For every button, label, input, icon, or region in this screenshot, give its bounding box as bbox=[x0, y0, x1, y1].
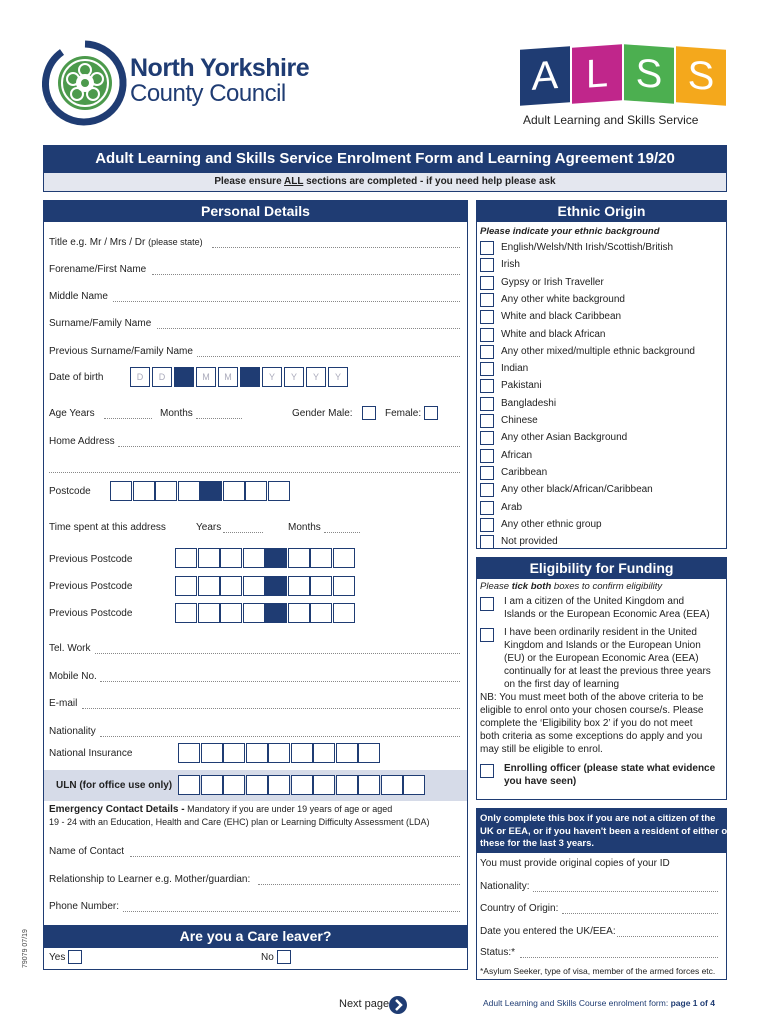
nycc-name-line2: County Council bbox=[130, 80, 286, 107]
ethnic-option-label: Arab bbox=[501, 501, 523, 513]
ethnic-option-checkbox[interactable] bbox=[480, 449, 494, 463]
gender-male-checkbox[interactable] bbox=[362, 406, 376, 420]
previous-postcode-separator bbox=[265, 603, 287, 623]
previous-postcode-cell[interactable] bbox=[333, 603, 355, 623]
time-months-label: Months bbox=[288, 522, 321, 533]
care-yes-label: Yes bbox=[49, 952, 66, 963]
postcode-separator bbox=[200, 481, 222, 501]
must-provide-id: You must provide original copies of your ID bbox=[480, 858, 670, 869]
ethnic-option-checkbox[interactable] bbox=[480, 535, 494, 549]
ni-cell[interactable] bbox=[246, 743, 268, 763]
uln-cell[interactable] bbox=[178, 775, 200, 795]
previous-postcode-separator bbox=[265, 576, 287, 596]
emergency-contact-text: Emergency Contact Details - Mandatory if you are under 19 years of age or aged bbox=[49, 804, 393, 815]
nonuk-head-line: UK or EEA, or if you haven't been a resident of either of bbox=[480, 825, 731, 837]
alss-letter-s2: S bbox=[676, 46, 726, 105]
next-page-icon[interactable] bbox=[389, 996, 407, 1014]
care-no-checkbox[interactable] bbox=[277, 950, 291, 964]
ethnic-option-checkbox[interactable] bbox=[480, 276, 494, 290]
citizen-text-2: Islands or the European Economic Area (EEA) bbox=[504, 609, 710, 620]
opt2-lines-line: I have been ordinarily resident in the United bbox=[504, 627, 697, 638]
ethnic-option-label: Any other Asian Background bbox=[501, 432, 628, 444]
status-field[interactable] bbox=[520, 957, 718, 958]
previous-postcode-cell[interactable] bbox=[198, 548, 220, 568]
previous-postcode-label: Previous Postcode bbox=[49, 554, 133, 565]
ni-cell[interactable] bbox=[178, 743, 200, 763]
uln-cell[interactable] bbox=[246, 775, 268, 795]
ethnic-option-label: Chinese bbox=[501, 415, 538, 426]
ethnic-option-checkbox[interactable] bbox=[480, 501, 494, 515]
time-years-label: Years bbox=[196, 522, 222, 533]
form-code: 79079 07/19 bbox=[22, 929, 29, 968]
tel-work-field[interactable] bbox=[95, 653, 460, 654]
previous-postcode-cell[interactable] bbox=[310, 603, 332, 623]
nb-lines-line: NB: You must meet both of the above criteria to be bbox=[480, 692, 704, 703]
dob-separator bbox=[174, 367, 194, 387]
mobile-label: Mobile No. bbox=[49, 671, 97, 682]
ethnic-option-label: English/Welsh/Nth Irish/Scottish/British bbox=[501, 242, 674, 253]
uln-cell[interactable] bbox=[313, 775, 335, 795]
nb-lines-line: may still be eligible to enrol. bbox=[480, 744, 603, 755]
officer-checkbox[interactable] bbox=[480, 764, 494, 778]
dob-label: Date of birth bbox=[49, 372, 104, 383]
previous-postcode-cell[interactable] bbox=[198, 603, 220, 623]
status-footnote: *Asylum Seeker, type of visa, member of the armed forces etc. bbox=[480, 966, 716, 976]
postcode-cell[interactable] bbox=[223, 481, 245, 501]
nycc-logo bbox=[42, 40, 352, 125]
previous-postcode-cell[interactable] bbox=[288, 576, 310, 596]
emergency-contact-text-2: 19 - 24 with an Education, Health and Care (EHC) plan or Learning Difficulty Assessment (LDA) bbox=[49, 817, 430, 827]
alss-tagline: Adult Learning and Skills Service bbox=[523, 113, 699, 127]
ethnic-option-checkbox[interactable] bbox=[480, 414, 494, 428]
ethnic-option-checkbox[interactable] bbox=[480, 241, 494, 255]
ethnic-origin-heading: Ethnic Origin bbox=[476, 200, 727, 222]
previous-postcode-label: Previous Postcode bbox=[49, 581, 133, 592]
home-address-field-line2[interactable] bbox=[49, 472, 460, 473]
ethnic-option-label: White and black Caribbean bbox=[501, 311, 622, 323]
ethnic-option-checkbox[interactable] bbox=[480, 345, 494, 359]
uln-cell[interactable] bbox=[268, 775, 290, 795]
form-subtitle: Please ensure ALL sections are completed - if you need help please ask bbox=[43, 172, 727, 192]
previous-postcode-cell[interactable] bbox=[243, 548, 265, 568]
time-at-address-label: Time spent at this address bbox=[49, 522, 166, 533]
ethnic-option-label: Bangladeshi bbox=[501, 397, 557, 409]
nonuk-head-line: Only complete this box if you are not a citizen of the bbox=[480, 813, 716, 824]
nb-lines-line: complete the ‘Eligibility box 2’ if you do not meet bbox=[480, 718, 693, 729]
opt2-lines-line: (EU) or the European Economic Area (EEA) bbox=[504, 653, 699, 664]
alss-logo bbox=[520, 44, 730, 129]
gender-female-checkbox[interactable] bbox=[424, 406, 438, 420]
footer-form-name: Adult Learning and Skills Course enrolment form: page 1 of 4 bbox=[483, 998, 715, 1008]
ethnic-option-checkbox[interactable] bbox=[480, 362, 494, 376]
alss-letter-a: A bbox=[520, 46, 570, 105]
ethnic-option-label: Any other ethnic group bbox=[501, 518, 602, 530]
ni-cell[interactable] bbox=[358, 743, 380, 763]
ethnic-option-label: Indian bbox=[501, 363, 529, 375]
nycc-rose-emblem-icon bbox=[42, 40, 128, 126]
previous-postcode-cell[interactable] bbox=[220, 548, 242, 568]
previous-surname-label: Previous Surname/Family Name bbox=[49, 346, 193, 357]
ethnic-option-label: Any other mixed/multiple ethnic background bbox=[501, 345, 695, 357]
previous-postcode-cell[interactable] bbox=[243, 603, 265, 623]
ethnic-option-checkbox[interactable] bbox=[480, 466, 494, 480]
ethnic-prompt: Please indicate your ethnic background bbox=[480, 226, 660, 237]
mobile-field[interactable] bbox=[100, 681, 460, 682]
ethnic-option-label: Pakistani bbox=[501, 380, 542, 392]
surname-field[interactable] bbox=[157, 328, 460, 329]
relationship-label: Relationship to Learner e.g. Mother/guardian: bbox=[49, 874, 251, 885]
postcode-cell[interactable] bbox=[178, 481, 200, 501]
postcode-cell[interactable] bbox=[268, 481, 290, 501]
care-yes-checkbox[interactable] bbox=[68, 950, 82, 964]
previous-postcode-cell[interactable] bbox=[175, 603, 197, 623]
home-address-label: Home Address bbox=[49, 436, 115, 447]
ethnic-option-checkbox[interactable] bbox=[480, 518, 494, 532]
country-of-origin-field[interactable] bbox=[562, 913, 718, 914]
previous-postcode-cell[interactable] bbox=[333, 576, 355, 596]
previous-surname-field[interactable] bbox=[197, 356, 460, 357]
alss-letter-l: L bbox=[572, 44, 622, 103]
email-label: E-mail bbox=[49, 698, 78, 709]
next-page-label: Next page bbox=[339, 998, 390, 1010]
contact-name-field[interactable] bbox=[130, 856, 460, 857]
ethnic-option-checkbox[interactable] bbox=[480, 293, 494, 307]
previous-postcode-cell[interactable] bbox=[310, 576, 332, 596]
tel-work-label: Tel. Work bbox=[49, 643, 91, 654]
nonuk-head-line: these for the last 3 years. bbox=[480, 838, 595, 849]
nationality-field[interactable] bbox=[100, 736, 460, 737]
dob-cell[interactable]: Y bbox=[306, 367, 326, 387]
email-field[interactable] bbox=[82, 708, 460, 709]
ni-cell[interactable] bbox=[201, 743, 223, 763]
nycc-name-line1: North Yorkshire bbox=[130, 54, 310, 82]
home-address-field[interactable] bbox=[118, 446, 460, 447]
eligibility-prompt: Please tick both boxes to confirm eligibility bbox=[480, 581, 663, 592]
age-months-label: Months bbox=[160, 408, 193, 419]
officer-text: Enrolling officer (please state what evidence bbox=[504, 763, 716, 774]
opt2-lines-line: continually for at least the previous three years bbox=[504, 666, 711, 677]
ethnic-option-checkbox[interactable] bbox=[480, 483, 494, 497]
ethnic-option-checkbox[interactable] bbox=[480, 310, 494, 324]
postcode-cell[interactable] bbox=[110, 481, 132, 501]
citizen-checkbox[interactable] bbox=[480, 597, 494, 611]
gender-male-label: Gender Male: bbox=[292, 408, 353, 419]
previous-postcode-cell[interactable] bbox=[288, 603, 310, 623]
officer-text-2: you have seen) bbox=[504, 776, 577, 787]
dob-cell[interactable]: Y bbox=[328, 367, 348, 387]
previous-postcode-label: Previous Postcode bbox=[49, 608, 133, 619]
form-title: Adult Learning and Skills Service Enrolment Form and Learning Agreement 19/20 bbox=[95, 150, 675, 167]
ni-label: National Insurance bbox=[49, 748, 133, 759]
nationality-label: Nationality bbox=[49, 726, 96, 737]
nonuk-nationality-field[interactable] bbox=[533, 891, 718, 892]
ethnic-option-checkbox[interactable] bbox=[480, 258, 494, 272]
uln-cell[interactable] bbox=[381, 775, 403, 795]
previous-postcode-cell[interactable] bbox=[175, 576, 197, 596]
care-no-label: No bbox=[261, 952, 274, 963]
uln-cell[interactable] bbox=[336, 775, 358, 795]
resident-checkbox[interactable] bbox=[480, 628, 494, 642]
form-title-bar bbox=[43, 145, 727, 172]
dob-cell[interactable]: M bbox=[196, 367, 216, 387]
ethnic-option-label: African bbox=[501, 449, 533, 461]
time-years-field[interactable] bbox=[223, 532, 263, 533]
contact-name-label: Name of Contact bbox=[49, 846, 125, 857]
uln-label: ULN (for office use only) bbox=[56, 780, 173, 791]
age-months-field[interactable] bbox=[196, 418, 242, 419]
eligibility-heading: Eligibility for Funding bbox=[476, 557, 727, 579]
postcode-cell[interactable] bbox=[155, 481, 177, 501]
surname-label: Surname/Family Name bbox=[49, 318, 152, 329]
uln-cell[interactable] bbox=[201, 775, 223, 795]
dob-cell[interactable]: D bbox=[130, 367, 150, 387]
date-entered-label: Date you entered the UK/EEA: bbox=[480, 926, 616, 937]
previous-postcode-separator bbox=[265, 548, 287, 568]
age-years-field[interactable] bbox=[104, 418, 152, 419]
phone-number-field[interactable] bbox=[123, 911, 460, 912]
uln-cell[interactable] bbox=[291, 775, 313, 795]
date-entered-field[interactable] bbox=[617, 936, 718, 937]
ethnic-option-label: Gypsy or Irish Traveller bbox=[501, 276, 604, 288]
middle-name-field[interactable] bbox=[113, 301, 460, 302]
ethnic-option-checkbox[interactable] bbox=[480, 379, 494, 393]
opt2-lines-line: on the first day of learning bbox=[504, 679, 620, 690]
opt2-lines-line: Kingdom and Islands or the European Union bbox=[504, 640, 701, 651]
ni-cell[interactable] bbox=[313, 743, 335, 763]
ethnic-option-label: Caribbean bbox=[501, 466, 548, 478]
country-of-origin-label: Country of Origin: bbox=[480, 903, 559, 914]
ethnic-option-label: Not provided bbox=[501, 536, 558, 548]
previous-postcode-cell[interactable] bbox=[198, 576, 220, 596]
gender-female-label: Female: bbox=[385, 408, 422, 419]
phone-number-label: Phone Number: bbox=[49, 901, 120, 912]
dob-separator bbox=[240, 367, 260, 387]
ethnic-option-label: Any other black/African/Caribbean bbox=[501, 484, 653, 496]
relationship-field[interactable] bbox=[258, 884, 460, 885]
uln-cell[interactable] bbox=[358, 775, 380, 795]
ethnic-option-label: White and black African bbox=[501, 328, 606, 340]
dob-cell[interactable]: D bbox=[152, 367, 172, 387]
previous-postcode-cell[interactable] bbox=[310, 548, 332, 568]
middle-name-label: Middle Name bbox=[49, 291, 108, 302]
ethnic-option-label: Any other white background bbox=[501, 293, 625, 305]
ethnic-option-checkbox[interactable] bbox=[480, 397, 494, 411]
nb-lines-line: eligible to enrol onto your chosen course/s. Please bbox=[480, 705, 704, 716]
alss-letter-s1: S bbox=[624, 44, 674, 103]
forename-label: Forename/First Name bbox=[49, 264, 147, 275]
uln-cell[interactable] bbox=[223, 775, 245, 795]
postcode-cell[interactable] bbox=[245, 481, 267, 501]
ni-cell[interactable] bbox=[223, 743, 245, 763]
dob-cell[interactable]: Y bbox=[284, 367, 304, 387]
ethnic-option-checkbox[interactable] bbox=[480, 431, 494, 445]
previous-postcode-cell[interactable] bbox=[220, 576, 242, 596]
ethnic-option-label: Irish bbox=[501, 259, 520, 271]
previous-postcode-cell[interactable] bbox=[288, 548, 310, 568]
nonuk-nationality-label: Nationality: bbox=[480, 881, 530, 892]
title-label: Title e.g. Mr / Mrs / Dr (please state) bbox=[49, 237, 203, 248]
previous-postcode-cell[interactable] bbox=[220, 603, 242, 623]
ni-cell[interactable] bbox=[268, 743, 290, 763]
postcode-label: Postcode bbox=[49, 486, 91, 497]
ni-cell[interactable] bbox=[336, 743, 358, 763]
citizen-text: I am a citizen of the United Kingdom and bbox=[504, 596, 685, 607]
title-field[interactable] bbox=[212, 247, 460, 248]
ni-cell[interactable] bbox=[291, 743, 313, 763]
nb-lines-line: both criteria as some exceptions do apply and you bbox=[480, 731, 703, 742]
time-months-field[interactable] bbox=[324, 532, 360, 533]
previous-postcode-cell[interactable] bbox=[333, 548, 355, 568]
ethnic-option-checkbox[interactable] bbox=[480, 328, 494, 342]
dob-cell[interactable]: M bbox=[218, 367, 238, 387]
postcode-cell[interactable] bbox=[133, 481, 155, 501]
forename-field[interactable] bbox=[152, 274, 460, 275]
age-years-label: Age Years bbox=[49, 408, 95, 419]
care-leaver-heading: Are you a Care leaver? bbox=[43, 925, 468, 948]
personal-details-heading: Personal Details bbox=[43, 200, 468, 222]
previous-postcode-cell[interactable] bbox=[243, 576, 265, 596]
previous-postcode-cell[interactable] bbox=[175, 548, 197, 568]
status-label: Status:* bbox=[480, 947, 516, 958]
uln-cell[interactable] bbox=[403, 775, 425, 795]
dob-cell[interactable]: Y bbox=[262, 367, 282, 387]
